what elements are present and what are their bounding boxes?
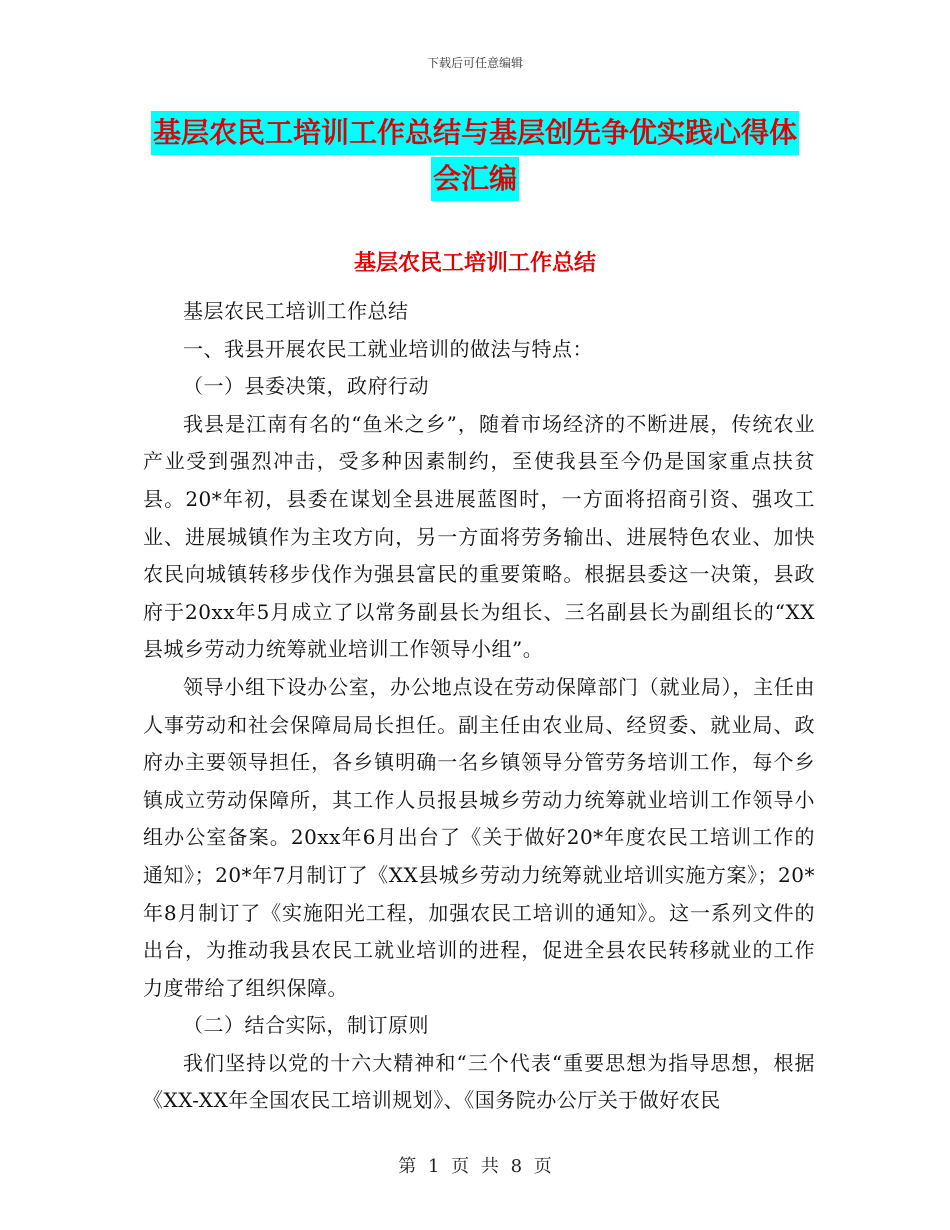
page-header-note: 下载后可任意编辑: [426, 56, 523, 70]
section-title: 基层农民工培训工作总结: [353, 251, 596, 276]
paragraph-body-2: 领导小组下设办公室，办公地点设在劳动保障部门（就业局），主任由人事劳动和社会保障局局长担任。副主任由农业局、经贸委、就业局、政府办主要领导担任，各乡镇明确一名乡镇领导分管劳务培训工作，每个乡镇成立劳动保障所，其工作人员报县城乡劳动力统筹就业培训工作领导小组办公室备案。20xx年6月出台了《关于做好20*年度农民工培训工作的通知》；20*年7月制订了《XX县城乡劳动力统筹就业培训实施方案》；20*年8月制订了《实施阳光工程，加强农民工培训的通知》。这一系列文件的出台，为推动我县农民工就业培训的进程，促进全县农民转移就业的工作力度带给了组织保障。: [143, 674, 815, 1000]
paragraph-subheading-1: （一）县委决策，政府行动: [183, 374, 429, 399]
document-title: [0, 110, 950, 202]
paragraph-subtitle: 基层农民工培训工作总结: [183, 299, 409, 323]
paragraph-subheading-2: （二）结合实际，制订原则: [183, 1013, 429, 1038]
page-number: 第 1 页 共 8 页: [398, 1156, 552, 1177]
document-title-line-1: 基层农民工培训工作总结与基层创先争优实践心得体: [151, 111, 799, 155]
document-body: [143, 293, 815, 1120]
paragraph-body-3: 我们坚持以党的十六大精神和“三个代表“重要思想为指导思想，根据《XX-XX年全国农民工培训规划》、《国务院办公厅关于做好农民: [143, 1050, 815, 1113]
paragraph-body-1: 我县是江南有名的“鱼米之乡”，随着市场经济的不断进展，传统农业产业受到强烈冲击，受多种因素制约，至使我县至今仍是国家重点扶贫县。20*年初，县委在谋划全县进展蓝图时，一方面将招商引资、强攻工业、进展城镇作为主攻方向，另一方面将劳务输出、进展特色农业、加快农民向城镇转移步伐作为强县富民的重要策略。根据县委这一决策，县政府于20xx年5月成立了以常务副县长为组长、三名副县长为副组长的“XX县城乡劳动力统筹就业培训工作领导小组”。: [143, 411, 815, 662]
paragraph-heading-1: 一、我县开展农民工就业培训的做法与特点：: [183, 336, 593, 361]
document-title-line-2: 会汇编: [431, 157, 519, 201]
